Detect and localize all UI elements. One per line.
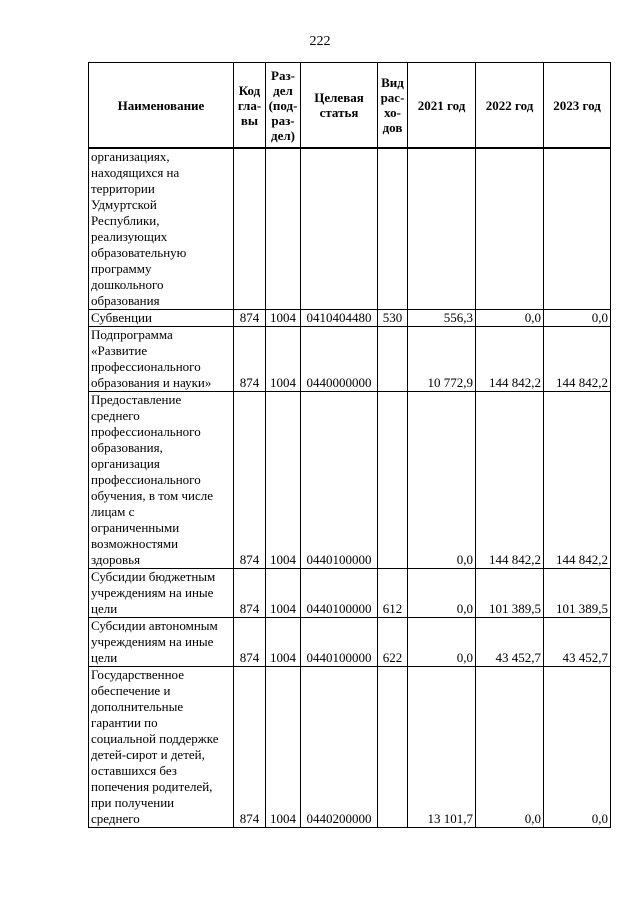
header-name: Наименование: [89, 63, 234, 149]
table-row: [89, 148, 611, 310]
row-target: 0440100000: [301, 618, 378, 667]
table-row: [89, 310, 611, 327]
row-section: 1004: [266, 667, 301, 828]
row-2021: 13 101,7: [408, 667, 476, 828]
row-chapter: 874: [234, 667, 266, 828]
row-name: Субвенции: [89, 310, 234, 327]
table-row: [89, 569, 611, 618]
budget-table: [88, 62, 611, 828]
row-2022: [476, 148, 544, 310]
row-name: Предоставление среднего профессионального образования, организация профессионального обучения, в том числе лицам с ограниченными возможностями здоровья: [89, 392, 234, 569]
row-2023: [544, 148, 611, 310]
row-type: [378, 667, 408, 828]
row-2021: 10 772,9: [408, 327, 476, 392]
header-2023: 2023 год: [544, 63, 611, 149]
header-chapter-code: Код гла- вы: [234, 63, 266, 149]
row-type: 612: [378, 569, 408, 618]
row-section: 1004: [266, 569, 301, 618]
row-2021: 556,3: [408, 310, 476, 327]
table-row: [89, 667, 611, 828]
row-chapter: 874: [234, 392, 266, 569]
row-target: 0440100000: [301, 569, 378, 618]
row-2021: 0,0: [408, 392, 476, 569]
row-target: 0440200000: [301, 667, 378, 828]
row-2022: 144 842,2: [476, 327, 544, 392]
row-2023: 0,0: [544, 667, 611, 828]
row-2021: 0,0: [408, 569, 476, 618]
row-name: Подпрограмма «Развитие профессионального образования и науки»: [89, 327, 234, 392]
header-expense-type: Вид рас- хо- дов: [378, 63, 408, 149]
table-row: [89, 392, 611, 569]
row-name: Государственное обеспечение и дополнительные гарантии по социальной поддержке детей-сирот и детей, оставшихся без попечения родителей, при получении среднего: [89, 667, 234, 828]
row-type: [378, 392, 408, 569]
row-chapter: [234, 148, 266, 310]
row-section: 1004: [266, 310, 301, 327]
row-2021: [408, 148, 476, 310]
row-type: 622: [378, 618, 408, 667]
row-target: [301, 148, 378, 310]
row-2022: 101 389,5: [476, 569, 544, 618]
page-number: 222: [309, 34, 331, 49]
row-type: [378, 148, 408, 310]
row-section: 1004: [266, 618, 301, 667]
row-name: Субсидии бюджетным учреждениям на иные цели: [89, 569, 234, 618]
row-2022: 144 842,2: [476, 392, 544, 569]
header-2021: 2021 год: [408, 63, 476, 149]
row-2022: 0,0: [476, 667, 544, 828]
row-2023: 0,0: [544, 310, 611, 327]
row-2022: 43 452,7: [476, 618, 544, 667]
row-2023: 101 389,5: [544, 569, 611, 618]
row-chapter: 874: [234, 327, 266, 392]
row-section: [266, 148, 301, 310]
row-type: [378, 327, 408, 392]
row-chapter: 874: [234, 618, 266, 667]
row-2022: 0,0: [476, 310, 544, 327]
row-2021: 0,0: [408, 618, 476, 667]
row-section: 1004: [266, 327, 301, 392]
row-2023: 144 842,2: [544, 392, 611, 569]
row-target: 0440100000: [301, 392, 378, 569]
header-section: Раз- дел (под- раз- дел): [266, 63, 301, 149]
table-row: [89, 618, 611, 667]
row-section: 1004: [266, 392, 301, 569]
row-type: 530: [378, 310, 408, 327]
row-2023: 43 452,7: [544, 618, 611, 667]
row-target: 0410404480: [301, 310, 378, 327]
row-name: Субсидии автономным учреждениям на иные цели: [89, 618, 234, 667]
table-row: [89, 327, 611, 392]
row-2023: 144 842,2: [544, 327, 611, 392]
row-chapter: 874: [234, 569, 266, 618]
row-name: организациях, находящихся на территории Удмуртской Республики, реализующих образовательную программу дошкольного образования: [89, 148, 234, 310]
row-chapter: 874: [234, 310, 266, 327]
header-target-item: Целевая статья: [301, 63, 378, 149]
row-target: 0440000000: [301, 327, 378, 392]
header-2022: 2022 год: [476, 63, 544, 149]
table-header-row: [89, 63, 611, 149]
